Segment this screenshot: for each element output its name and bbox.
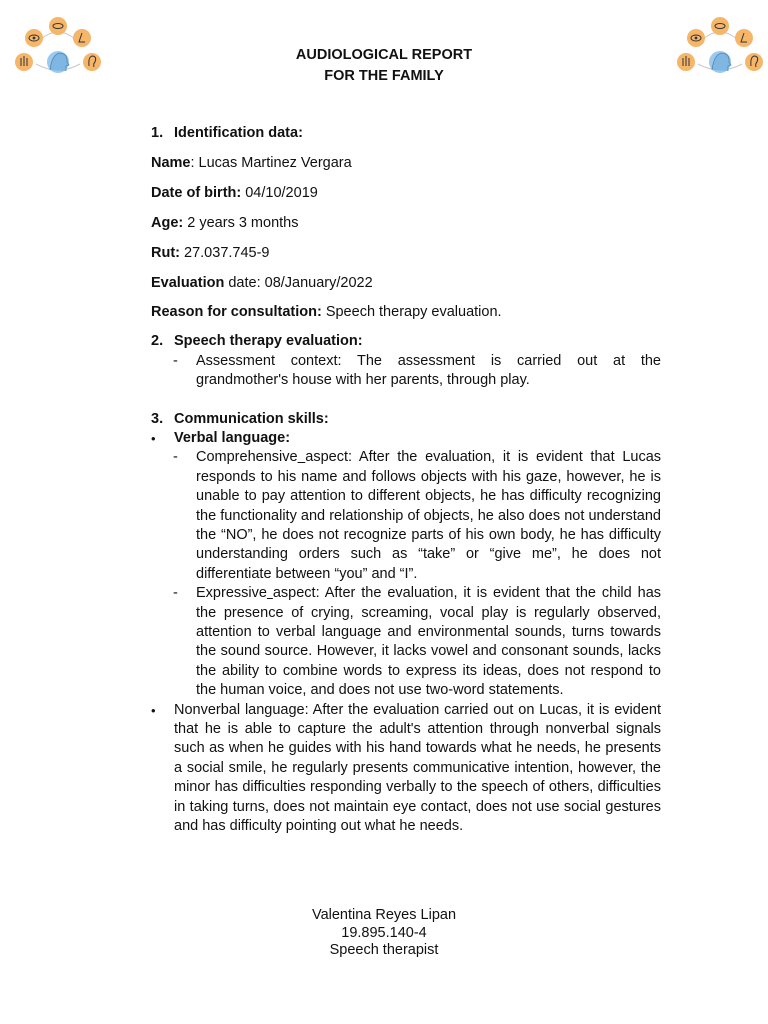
verbal-language-item — [151, 429, 661, 448]
field-value: 2 years 3 months — [183, 214, 299, 231]
aspect-body: aspect: After the evaluation, it is evident that the child has the presence of crying, screaming, vocal play is regularly observed, attention to verbal language and environmental sounds, turns towards the sound source. However, it lacks vowel and consonant sounds, lacks the ability to combine words to express its ideas, does not respond to the human voice, and does not use two-word statements. — [196, 585, 662, 699]
field-value: date: 08/January/2022 — [224, 274, 373, 291]
comprehensive-aspect-text — [196, 448, 661, 584]
nonverbal-language-item — [151, 701, 661, 837]
field-age — [151, 214, 661, 233]
bullet-marker: • — [151, 430, 156, 446]
field-label: Evaluation — [151, 274, 225, 291]
title-line-2: FOR THE FAMILY — [324, 68, 444, 84]
field-label: Date of birth: — [151, 184, 242, 201]
mouth-icon — [49, 17, 67, 35]
field-value: 04/10/2019 — [241, 184, 318, 201]
section-title: Speech therapy evaluation: — [174, 333, 363, 350]
expressive-aspect-item — [173, 584, 661, 700]
bullet-marker: • — [151, 702, 156, 718]
report-body — [151, 124, 661, 837]
signature-name: Valentina Reyes Lipan — [311, 907, 457, 923]
field-rut — [151, 244, 661, 263]
section-title: Communication skills: — [174, 410, 329, 427]
signature-role: Speech therapist — [329, 942, 439, 959]
field-value: Speech therapy evaluation. — [321, 304, 502, 321]
section-number: 3. — [151, 410, 164, 427]
field-label: Reason for consultation: — [151, 304, 322, 321]
title-line-1: AUDIOLOGICAL REPORT — [295, 47, 473, 63]
verbal-language-title: Verbal language: — [174, 429, 291, 446]
aspect-name: Expressive — [196, 585, 267, 602]
field-dob — [151, 184, 661, 203]
section-title: Identification data: — [174, 125, 303, 141]
section-number: 2. — [151, 333, 164, 350]
field-evaluation-date — [151, 274, 661, 293]
comprehensive-aspect-item — [173, 448, 661, 584]
assessment-context-text: Assessment context: The assessment is carried out at the grandmother's house with her parents, through play. — [196, 352, 661, 389]
signature-block — [0, 907, 768, 960]
field-reason — [151, 303, 661, 322]
expressive-aspect-text — [196, 584, 661, 700]
report-title — [0, 45, 768, 87]
assessment-context-item — [173, 352, 661, 391]
section-number: 1. — [151, 125, 164, 141]
section-3-heading — [151, 410, 661, 429]
field-value: 27.037.745-9 — [180, 244, 270, 261]
field-value: : Lucas Martinez Vergara — [190, 154, 352, 171]
section-2-heading — [151, 332, 661, 351]
aspect-name: Comprehensive — [196, 449, 298, 466]
field-label: Age: — [151, 214, 184, 231]
nonverbal-language-text: Nonverbal language: After the evaluation carried out on Lucas, it is evident that he is able to capture the adult's attention through nonverbal signals such as when he guides with his hand towards what he needs, he presents a social smile, he regularly presents communicative intention, however, the minor has difficulties responding verbally to the speech of others, difficulties in taking turns, does not maintain eye contact, does not use social gestures and has difficulty pointing out what he needs. — [174, 701, 661, 835]
signature-id: 19.895.140-4 — [341, 924, 427, 941]
dash-marker: - — [173, 585, 178, 602]
field-label: Name — [151, 154, 191, 171]
field-label: Rut: — [151, 244, 180, 261]
field-name — [151, 154, 661, 173]
dash-marker: - — [173, 449, 178, 466]
section-1-heading — [151, 124, 661, 143]
mouth-icon — [711, 17, 729, 35]
aspect-body: aspect: After the evaluation, it is evident that Lucas responds to his name and follows objects with his gaze, however, he is unable to pay attention to different objects, he has difficulty recognizing the functionality and relationship of objects, he also does not understand the “NO”, he does not recognize parts of his own body, he has difficulty understanding orders such as “take” or “give me”, he does not differentiate between “you” and “I”. — [196, 449, 662, 582]
dash-marker: - — [173, 352, 178, 369]
